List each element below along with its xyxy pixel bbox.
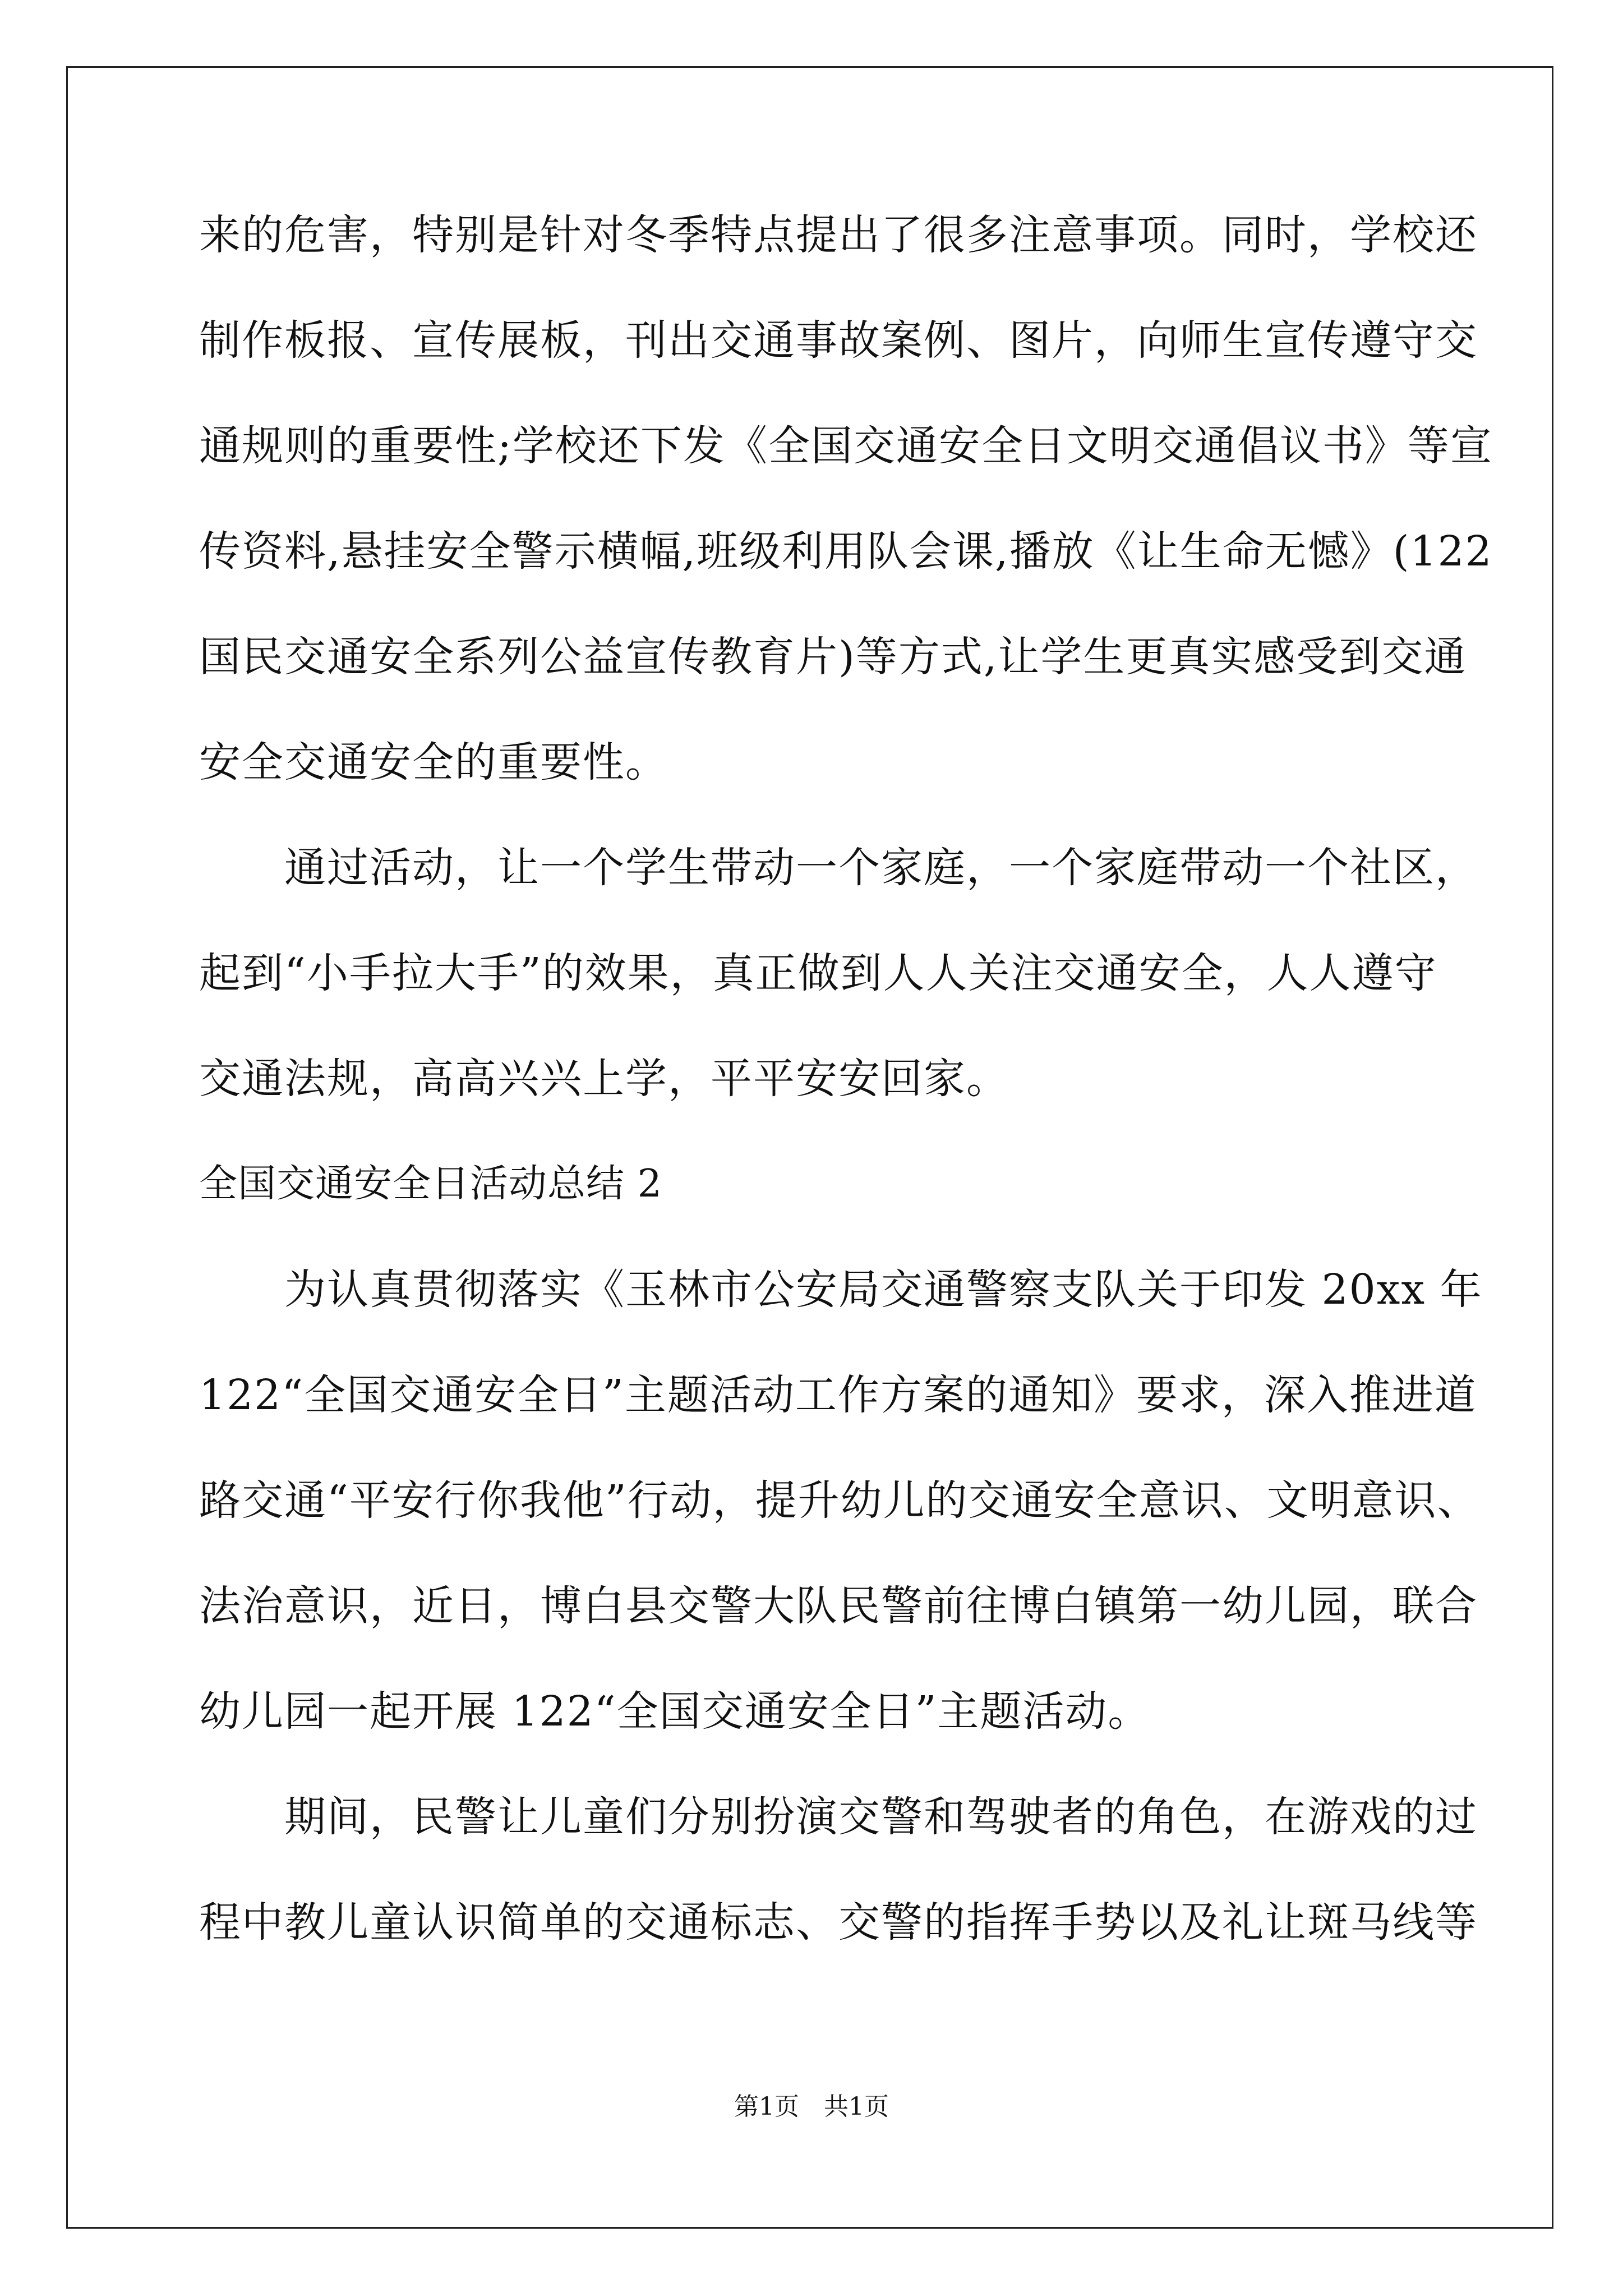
text-line: 期间，民警让儿童们分别扮演交警和驾驶者的角色，在游戏的过 — [199, 1793, 1478, 1841]
text-line: 幼儿园一起开展 122“全国交通安全日”主题活动。 — [199, 1687, 1151, 1736]
text-line: 来的危害，特别是针对冬季特点提出了很多注意事项。同时，学校还 — [199, 211, 1478, 259]
page-footer: 第1页 共1页 — [734, 2092, 889, 2121]
text-line: 起到“小手拉大手”的效果，真正做到人人关注交通安全，人人遵守 — [199, 949, 1437, 997]
text-line: 制作板报、宣传展板，刊出交通事故案例、图片，向师生宣传遵守交 — [199, 316, 1478, 365]
text-line: 程中教儿童认识简单的交通标志、交警的指挥手势以及礼让斑马线等 — [199, 1898, 1478, 1947]
text-line: 交通法规，高高兴兴上学，平平安安回家。 — [199, 1055, 1009, 1103]
text-line: 法治意识，近日，博白县交警大队民警前往博白镇第一幼儿园，联合 — [199, 1582, 1478, 1630]
text-line: 为认真贯彻落实《玉林市公安局交通警察支队关于印发 20xx 年 — [199, 1266, 1483, 1314]
text-line: 122“全国交通安全日”主题活动工作方案的通知》要求，深入推进道 — [199, 1371, 1477, 1419]
text-line: 安全交通安全的重要性。 — [199, 738, 668, 786]
text-line: 通过活动，让一个学生带动一个家庭，一个家庭带动一个社区， — [199, 844, 1478, 892]
document-body — [199, 209, 1493, 2001]
text-line: 路交通“平安行你我他”行动，提升幼儿的交通安全意识、文明意识、 — [199, 1476, 1480, 1525]
section-heading: 全国交通安全日活动总结 2 — [199, 1162, 662, 1206]
text-line: 通规则的重要性;学校还下发《全国交通安全日文明交通倡议书》等宣 — [199, 422, 1493, 470]
text-line: 传资料,悬挂安全警示横幅,班级利用队会课,播放《让生命无憾》(122 — [199, 527, 1493, 576]
text-line: 国民交通安全系列公益宣传教育片)等方式,让学生更真实感受到交通 — [199, 633, 1467, 681]
